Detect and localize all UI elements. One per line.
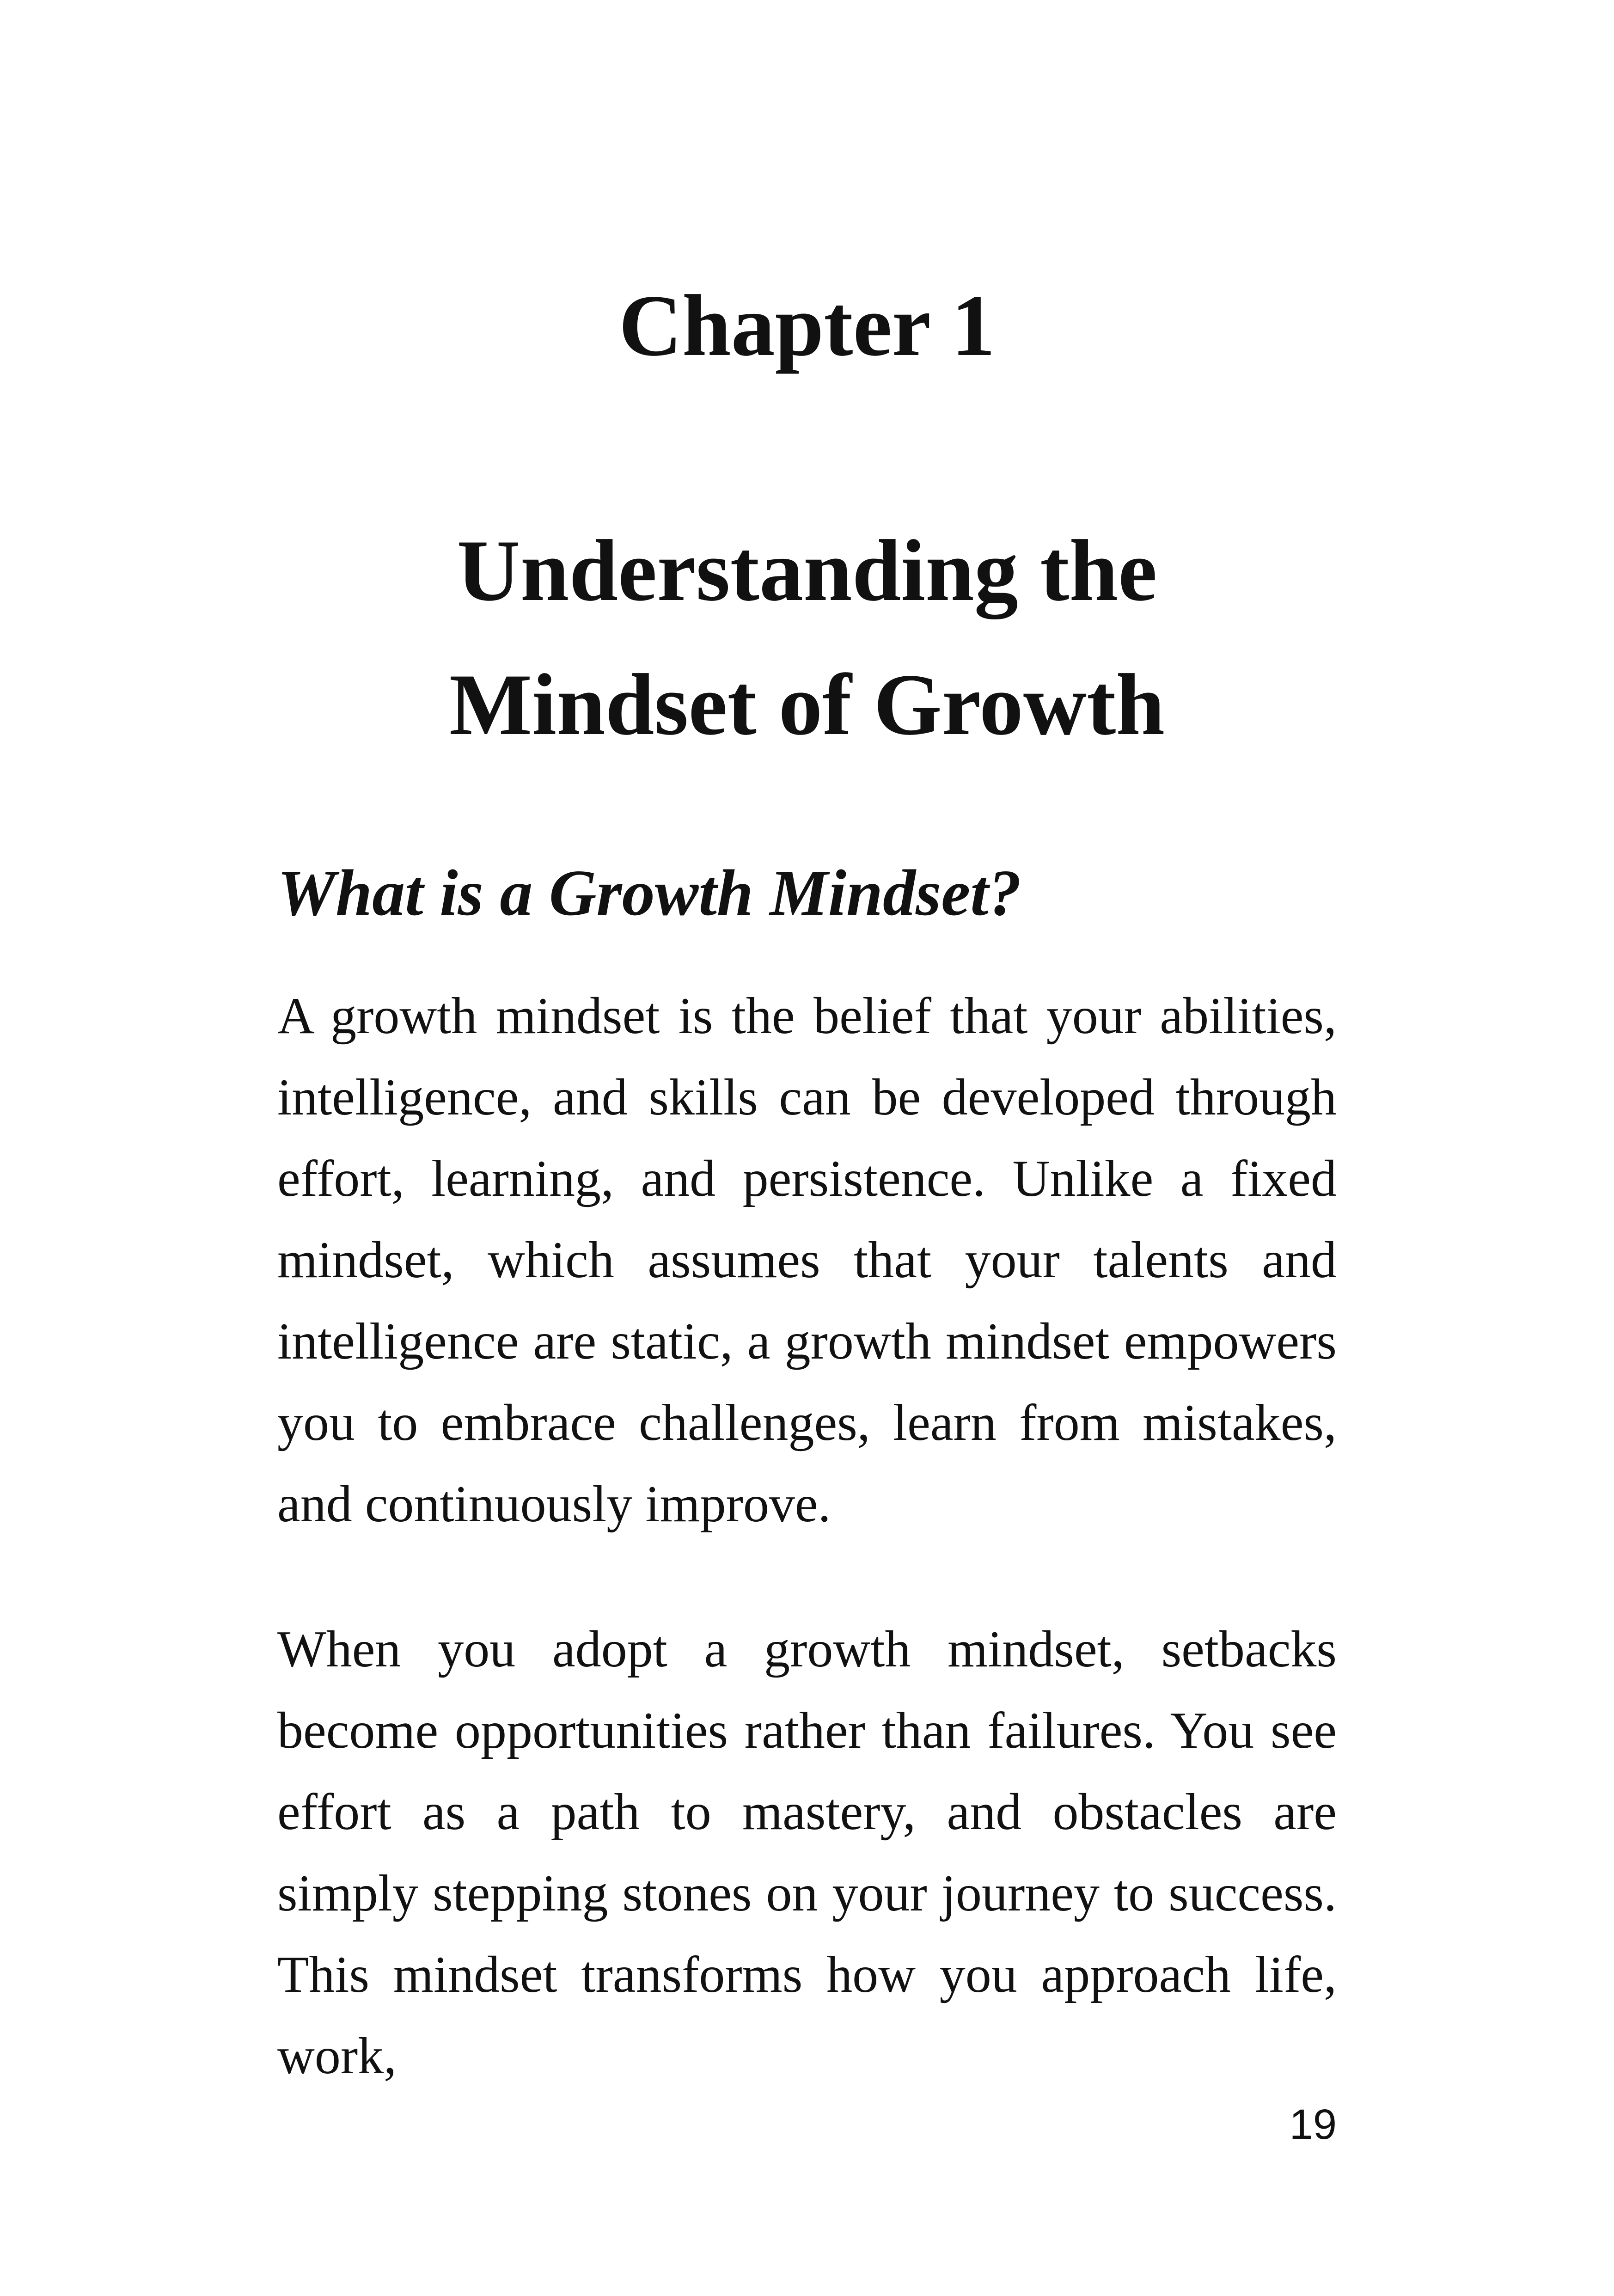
section-heading: What is a Growth Mindset? [277, 856, 1021, 929]
chapter-title-line-1: Understanding the [457, 522, 1157, 619]
page-number: 19 [1289, 2101, 1337, 2148]
chapter-title-line-2: Mindset of Growth [449, 656, 1165, 753]
chapter-title [0, 504, 1614, 772]
chapter-number: Chapter 1 [618, 277, 996, 374]
body-paragraph-2: When you adopt a growth mindset, setbacks become opportunities rather than failures. You see effort as a path to mastery, and obstacles are simply stepping stones on your journey to success. This mindset transforms how you approach life, work, [277, 1621, 1337, 2085]
body-paragraph-1: A growth mindset is the belief that your abilities, intelligence, and skills can be developed through effort, learning, and persistence. Unlike a fixed mindset, which assumes that your talents and intelligence are static, a growth mindset empowers you to embrace challenges, learn from mistakes, and continuously improve. [277, 987, 1337, 1533]
